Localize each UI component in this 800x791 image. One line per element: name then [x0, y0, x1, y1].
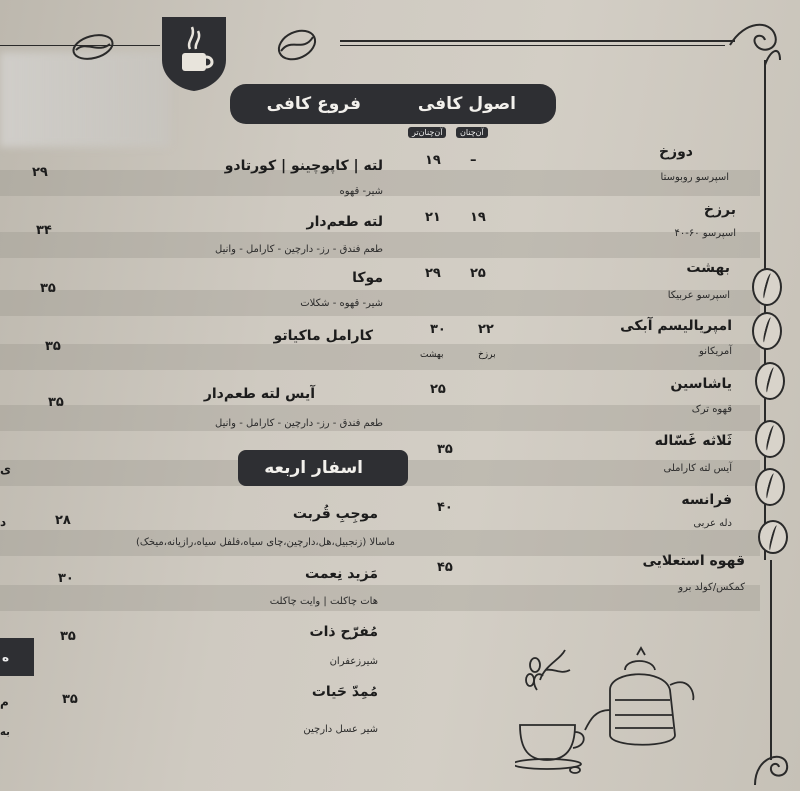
- asfar-header: اسفار اربعه: [264, 458, 363, 478]
- item-price: ۳۵: [437, 442, 453, 457]
- item-price: ۲۹: [32, 165, 48, 180]
- item-desc: آیس لته کاراملی: [663, 463, 732, 474]
- item-desc: اسپرسو ۶۰-۴۰: [674, 228, 736, 239]
- item-price: ۲۸: [55, 513, 71, 528]
- coffee-bean-icon: [68, 32, 118, 62]
- item-desc: شیر عسل دارچین: [303, 724, 378, 735]
- item-name: فرانسه: [681, 492, 732, 508]
- item-desc: شیر- قهوه: [339, 186, 383, 197]
- corner-ornament-icon: [745, 735, 795, 791]
- item-name: امپریالیسم آبکی: [620, 318, 732, 334]
- item-name: برزخ: [703, 202, 736, 218]
- item-name: موکا: [352, 270, 383, 286]
- coffee-bean-icon: [755, 468, 785, 506]
- price-sublabel: برزخ: [478, 350, 496, 360]
- item-name: کارامل ماکیاتو: [273, 328, 373, 344]
- coffee-bean-icon: [752, 312, 782, 350]
- item-price: ۱۹: [470, 210, 486, 225]
- item-name: موجِبِ قُربت: [292, 506, 378, 522]
- coffee-bean-icon: [758, 520, 788, 554]
- item-name: یاشاسین: [670, 376, 732, 392]
- blurred-region: [0, 52, 170, 147]
- edge-fragment: م: [0, 695, 9, 709]
- edge-fragment: د: [0, 515, 7, 529]
- item-desc: کمکس/کولد برو: [678, 582, 745, 593]
- frame-line: [340, 45, 725, 46]
- row-stripe: [0, 585, 760, 611]
- item-name: مُمِدّ حَیات: [311, 684, 378, 700]
- item-price: ۳۵: [60, 629, 76, 644]
- item-name: مَزید نِعمت: [305, 566, 378, 582]
- size-tag: آن‌چنان: [456, 127, 488, 138]
- item-price: ۳۵: [62, 692, 78, 707]
- item-name: آیس لته طعم‌دار: [203, 386, 315, 402]
- item-name: لته طعم‌دار: [306, 214, 383, 230]
- item-price: ۳۵: [48, 395, 64, 410]
- item-price: ۱۹: [425, 153, 441, 168]
- kettle-cup-illustration-icon: [515, 640, 705, 780]
- item-name: لته | کاپوچینو | کورتادو: [224, 158, 383, 174]
- asfar-header-pill: [238, 450, 408, 486]
- coffee-bean-icon: [752, 268, 782, 306]
- item-price: ۳۴: [36, 223, 52, 238]
- edge-fragment: به: [0, 727, 10, 738]
- item-desc: طعم فندق - رز- دارچین - کارامل - وانیل: [215, 418, 383, 429]
- item-price: ۲۱: [425, 210, 441, 225]
- item-name: بهشت: [686, 260, 730, 276]
- item-name: دوزخ: [658, 144, 693, 160]
- item-name: قهوه استعلایی: [642, 553, 745, 569]
- item-desc: ماسالا (زنجبیل،هل،دارچین،چای سیاه،فلفل سیاه،رازیانه،میخک): [136, 537, 395, 548]
- coffee-bean-icon: [755, 362, 785, 400]
- frame-line: [770, 560, 772, 760]
- size-tag: آن‌چنان‌تر: [408, 127, 446, 138]
- item-desc: اسپرسو روبوستا: [660, 172, 729, 183]
- item-price: ۲۵: [470, 266, 486, 281]
- item-desc: اسپرسو عربیکا: [667, 290, 730, 301]
- item-price: –: [470, 153, 477, 168]
- corner-ornament-icon: [725, 15, 785, 70]
- item-price: ۳۵: [40, 281, 56, 296]
- edge-fragment: ی: [0, 462, 11, 476]
- coffee-bean-icon: [755, 420, 785, 458]
- item-price: ۲۹: [425, 266, 441, 281]
- item-desc: قهوه ترک: [691, 404, 732, 415]
- price-sublabel: بهشت: [420, 350, 444, 360]
- item-price: ۳۰: [58, 571, 74, 586]
- item-price: ۳۰: [430, 322, 446, 337]
- item-price: ۲۲: [478, 322, 494, 337]
- cafe-logo-icon: [160, 15, 228, 93]
- item-desc: شیر- قهوه - شکلات: [300, 298, 383, 309]
- coffee-bean-icon: [275, 25, 320, 65]
- usool-header: اصول کافی: [417, 94, 516, 114]
- item-name: ثَلاثه غَسّاله: [654, 433, 732, 449]
- item-desc: دله عربی: [693, 518, 732, 529]
- item-name: مُفرّح ذات: [309, 624, 378, 640]
- frame-line: [340, 40, 735, 42]
- dark-label-block: [0, 638, 34, 676]
- foroo-header: فروع کافی: [266, 94, 361, 114]
- item-price: ۴۵: [437, 560, 453, 575]
- item-price: ۳۵: [45, 339, 61, 354]
- item-desc: شیرزعفران: [329, 656, 378, 667]
- item-desc: طعم فندق - رز- دارچین - کارامل - وانیل: [215, 244, 383, 255]
- item-desc: هات چاکلت | وایت چاکلت: [269, 596, 378, 607]
- header-pill: [230, 84, 556, 124]
- row-stripe: [0, 344, 760, 370]
- item-price: ۴۰: [437, 500, 453, 515]
- item-price: ۲۵: [430, 382, 446, 397]
- edge-fragment: ه: [2, 650, 10, 664]
- item-desc: آمریکانو: [699, 346, 732, 357]
